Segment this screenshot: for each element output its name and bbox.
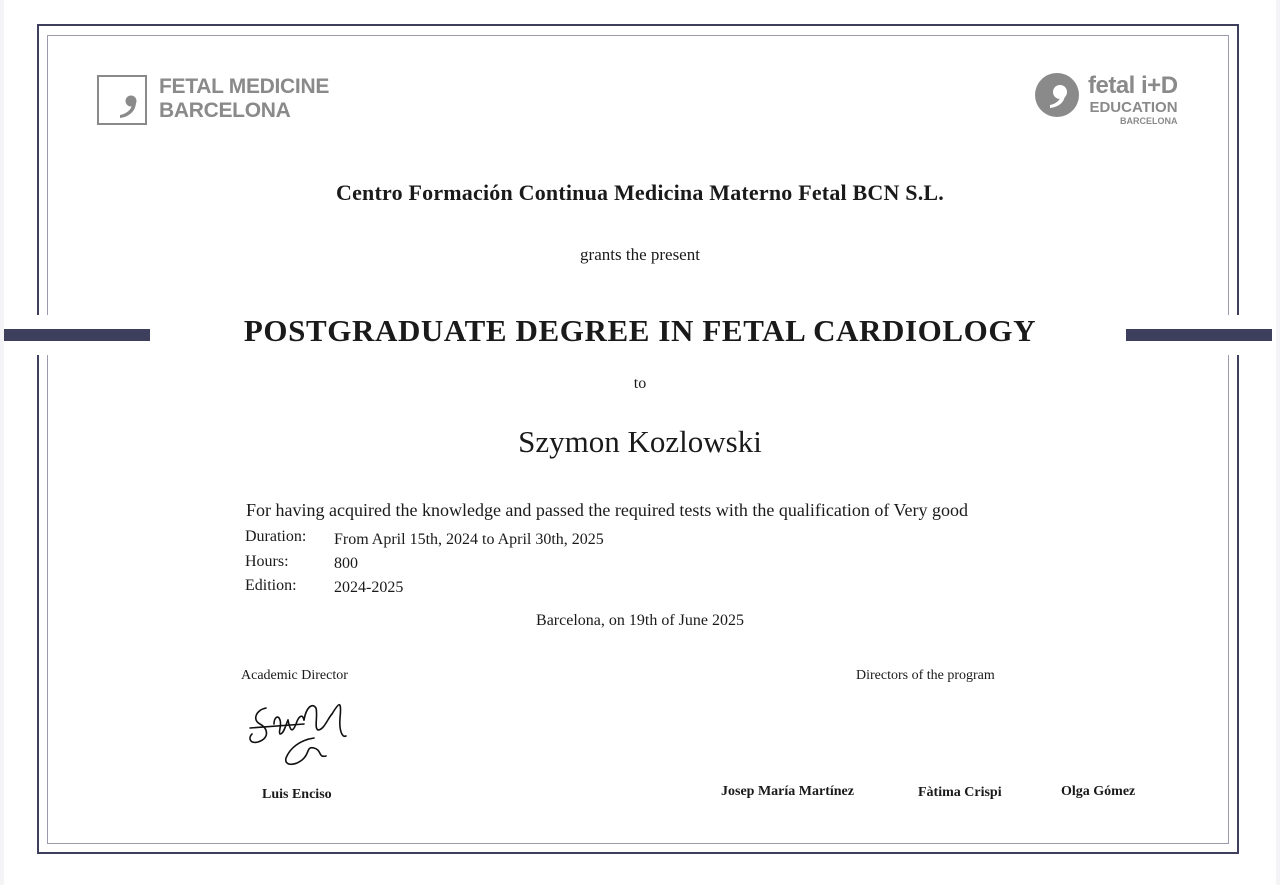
fetal-id-education-logo xyxy=(1034,72,1178,127)
edition-label: Edition: xyxy=(245,577,297,594)
program-director-name: Josep María Martínez xyxy=(721,784,854,799)
hours-label: Hours: xyxy=(245,553,289,570)
handwritten-signature-icon xyxy=(244,694,354,772)
fetal-medicine-barcelona-logo xyxy=(97,75,329,125)
institution-name: Centro Formación Continua Medicina Materno Fetal BCN S.L. xyxy=(336,180,944,205)
academic-director-name: Luis Enciso xyxy=(262,787,332,802)
academic-director-label: Academic Director xyxy=(241,668,348,683)
fmb-logo-line1: FETAL MEDICINE xyxy=(159,75,330,98)
program-director-name: Olga Gómez xyxy=(1061,784,1136,799)
duration-label: Duration: xyxy=(245,528,307,545)
program-directors-label: Directors of the program xyxy=(856,668,995,683)
program-director-name: Fàtima Crispi xyxy=(918,785,1002,800)
hours-value: 800 xyxy=(334,555,358,572)
fetal-id-logo-line3: BARCELONA xyxy=(1120,116,1178,126)
fetal-id-logo-line2: EDUCATION xyxy=(1089,99,1178,116)
qualification-statement: For having acquired the knowledge and passed the required tests with the qualification of Very good xyxy=(246,500,968,520)
to-text: to xyxy=(633,375,647,392)
fetal-id-circle-icon xyxy=(1034,72,1080,118)
degree-title: POSTGRADUATE DEGREE IN FETAL CARDIOLOGY xyxy=(243,313,1037,348)
fmb-logo-mark-icon xyxy=(97,75,147,125)
recipient-name: Szymon Kozlowski xyxy=(518,424,762,459)
edition-value: 2024-2025 xyxy=(334,579,404,596)
fmb-logo-line2: BARCELONA xyxy=(159,99,291,122)
fetal-id-logo-line1: fetal i+D xyxy=(1088,72,1178,99)
duration-value: From April 15th, 2024 to April 30th, 2025 xyxy=(334,531,604,548)
grants-text: grants the present xyxy=(580,245,700,264)
place-and-date: Barcelona, on 19th of June 2025 xyxy=(536,612,744,629)
